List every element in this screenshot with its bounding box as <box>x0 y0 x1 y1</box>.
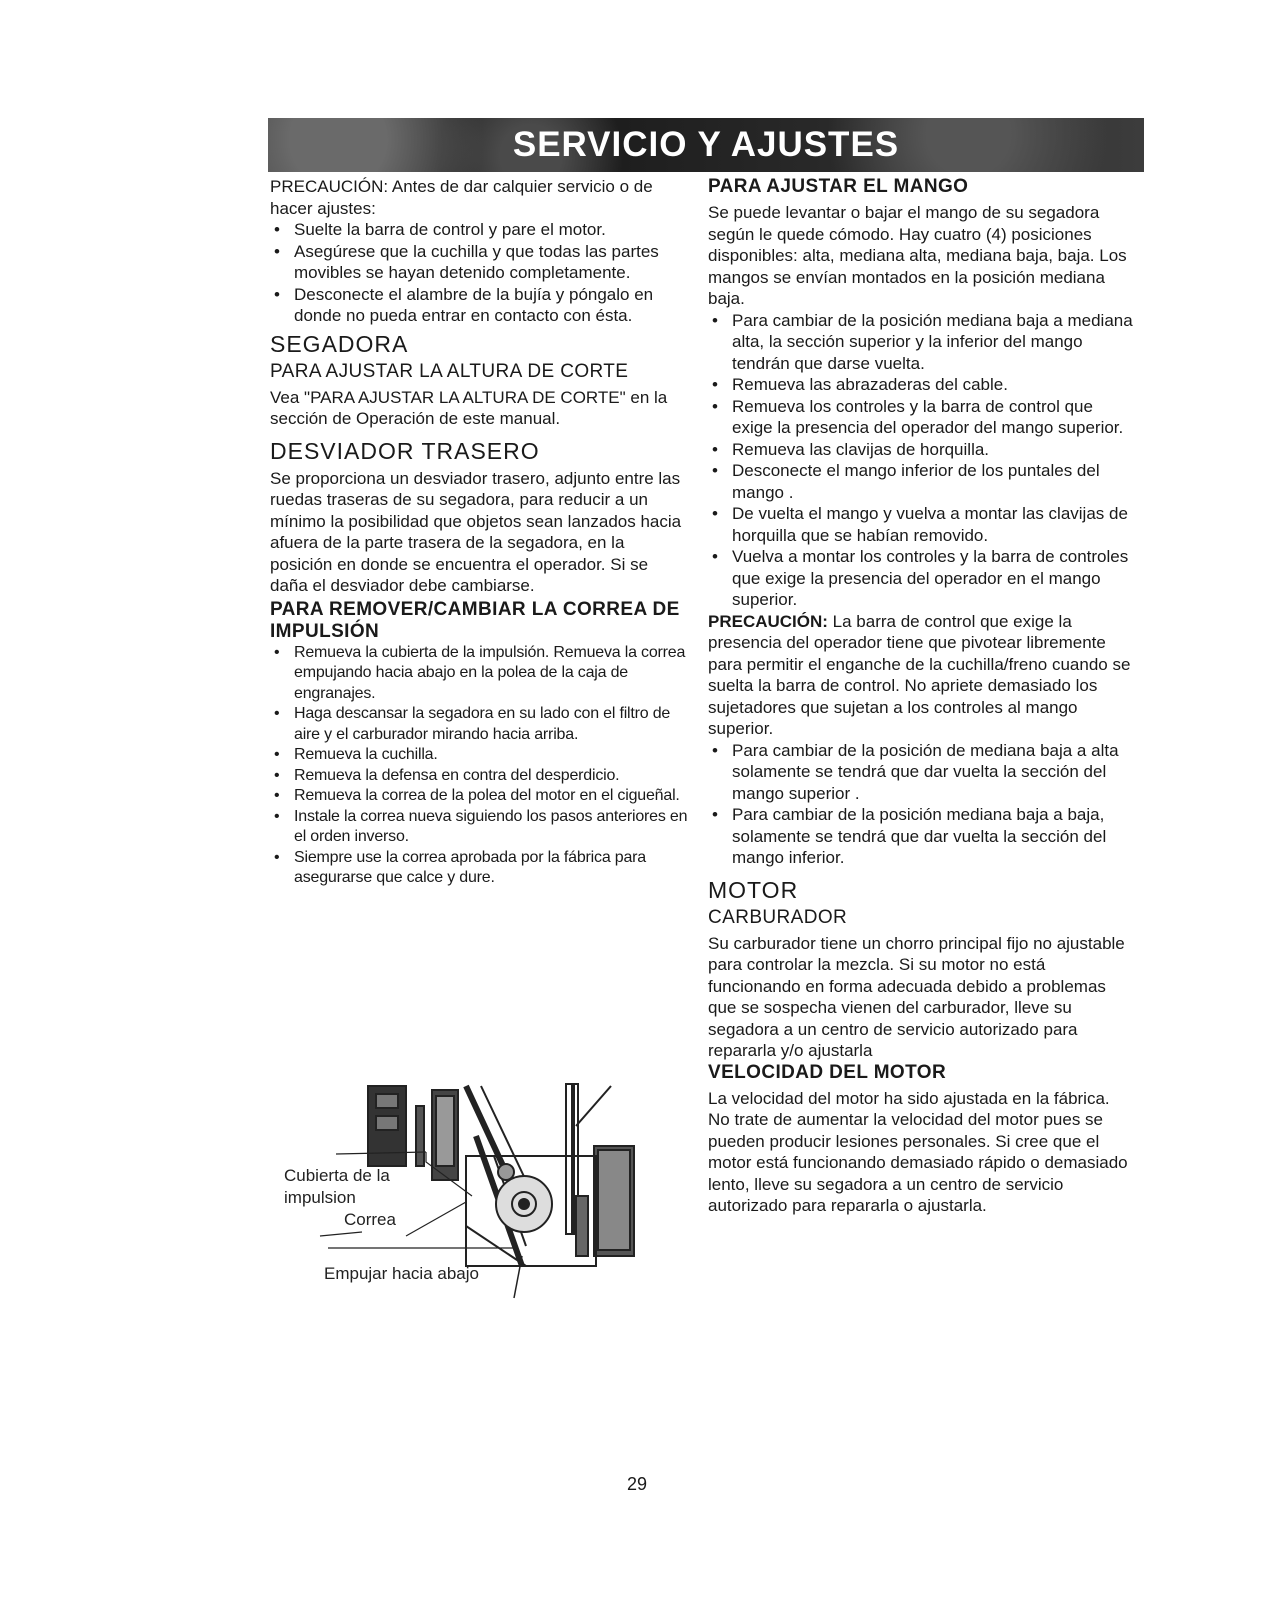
mango-text: Se puede levantar o bajar el mango de su segadora según le quede cómodo. Hay cuatro (4) posiciones disponibles: alta, mediana alta, mediana baja, baja. Los mangos se envían montados en la posición mediana baja. <box>708 203 1127 308</box>
caution-label: PRECAUCIÓN: <box>708 611 828 631</box>
section-banner <box>268 118 1144 172</box>
subheading-correa <box>270 599 690 643</box>
label-belt: Correa <box>344 1210 396 1229</box>
drive-belt-diagram <box>276 1076 656 1300</box>
subheading-correa-line-1: PARA REMOVER/CAMBIAR LA CORREA DE <box>270 598 680 620</box>
list-item: • Asegúrese que la cuchilla y que todas las partes movibles se hayan detenido completamente. <box>270 241 690 284</box>
caution-paragraph <box>708 611 1133 740</box>
subheading-correa-line-2: IMPULSIÓN <box>270 620 380 642</box>
list-item: • Desconecte el mango inferior de los puntales del mango . <box>708 460 1133 503</box>
list-item: • Para cambiar de la posición de mediana baja a alta solamente se tendrá que dar vuelta la sección del mango superior . <box>708 740 1133 805</box>
list-item: • Siempre use la correa aprobada por la fábrica para asegurarse que calce y dure. <box>270 848 690 889</box>
caution-position-list <box>708 740 1133 869</box>
list-item: • Remueva la defensa en contra del desperdicio. <box>270 766 690 787</box>
caution-text: La barra de control que exige la presencia del operador tiene que pivotear libremente para permitir el enganche de la cuchilla/freno cuando se suelta la barra de control. No apriete demasiado los sujetadores que sujetan a los controles al mango superior. <box>708 611 1131 738</box>
list-item: • Remueva la correa de la polea del motor en el cigueñal. <box>270 786 690 807</box>
list-item: • Remueva los controles y la barra de control que exige la presencia del operador del mango superior. <box>708 396 1133 439</box>
section-heading-motor: MOTOR <box>708 876 799 903</box>
label-push-down: Empujar hacia abajo <box>324 1264 479 1283</box>
velocidad-text: La velocidad del motor ha sido ajustada en la fábrica. No trate de aumentar la velocidad del motor pues se pueden producir lesiones personales. Si cree que el motor está funcionando demasiado rápido o demasiado lento, lleve su segadora a un centro de servicio autorizado para repararla o ajustarla. <box>708 1088 1128 1215</box>
mango-list <box>708 310 1133 611</box>
altura-text: Vea "PARA AJUSTAR LA ALTURA DE CORTE" en la sección de Operación de este manual. <box>270 387 668 428</box>
banner-title: SERVICIO Y AJUSTES <box>512 125 900 164</box>
left-column <box>270 176 690 889</box>
desviador-text: Se proporciona un desviador trasero, adjunto entre las ruedas traseras de su segadora, para reducir a un mínimo la posibilidad que objetos sean lanzados hacia afuera de la parte trasera de la segadora, en la posición en donde se encuentra el operador. Si se daña el desviador debe cambiarse. <box>270 468 682 595</box>
section-heading-segadora: SEGADORA <box>270 330 409 357</box>
list-item: • Para cambiar de la posición mediana baja a baja, solamente se tendrá que dar vuelta la sección del mango inferior. <box>708 804 1133 869</box>
carburador-text: Su carburador tiene un chorro principal fijo no ajustable para controlar la mezcla. Si su motor no está funcionando en forma adecuada debido a problemas que se sospecha vienen del carburador, lleve su segadora a un centro de servicio autorizado para repararla y/o ajustarla <box>708 933 1125 1060</box>
subheading-altura: PARA AJUSTAR LA ALTURA DE CORTE <box>270 360 629 382</box>
list-item: • Suelte la barra de control y pare el motor. <box>270 219 690 241</box>
right-column <box>708 176 1133 1217</box>
list-item: • Vuelva a montar los controles y la barra de controles que exige la presencia del operador en el mango superior. <box>708 546 1133 611</box>
list-item: • Instale la correa nueva siguiendo los pasos anteriores en el orden inverso. <box>270 807 690 848</box>
list-item: • Remueva las abrazaderas del cable. <box>708 374 1133 396</box>
subheading-velocidad: VELOCIDAD DEL MOTOR <box>708 1061 947 1083</box>
list-item: • Remueva la cubierta de la impulsión. Remueva la correa empujando hacia abajo en la polea de la caja de engranajes. <box>270 643 690 705</box>
caution-list <box>270 219 690 327</box>
list-item: • Remueva la cuchilla. <box>270 745 690 766</box>
page-number: 29 <box>626 1474 648 1494</box>
subheading-carburador: CARBURADOR <box>708 906 848 928</box>
list-item: • Desconecte el alambre de la bujía y póngalo en donde no pueda entrar en contacto con ésta. <box>270 284 690 327</box>
caution-intro: PRECAUCIÓN: Antes de dar calquier servicio o de hacer ajustes: <box>270 177 653 218</box>
list-item: • Haga descansar la segadora en su lado con el filtro de aire y el carburador mirando hacia arriba. <box>270 704 690 745</box>
subheading-mango: PARA AJUSTAR EL MANGO <box>708 176 969 197</box>
correa-list <box>270 643 690 889</box>
label-cover-line-1: Cubierta de la <box>284 1166 390 1185</box>
list-item: • Para cambiar de la posición mediana baja a mediana alta, la sección superior y la inferior del mango tendrán que darse vuelta. <box>708 310 1133 375</box>
section-heading-desviador: DESVIADOR TRASERO <box>270 437 540 464</box>
list-item: • Remueva las clavijas de horquilla. <box>708 439 1133 461</box>
label-cover-line-2: impulsion <box>284 1188 356 1207</box>
list-item: • De vuelta el mango y vuelva a montar las clavijas de horquilla que se habían removido. <box>708 503 1133 546</box>
